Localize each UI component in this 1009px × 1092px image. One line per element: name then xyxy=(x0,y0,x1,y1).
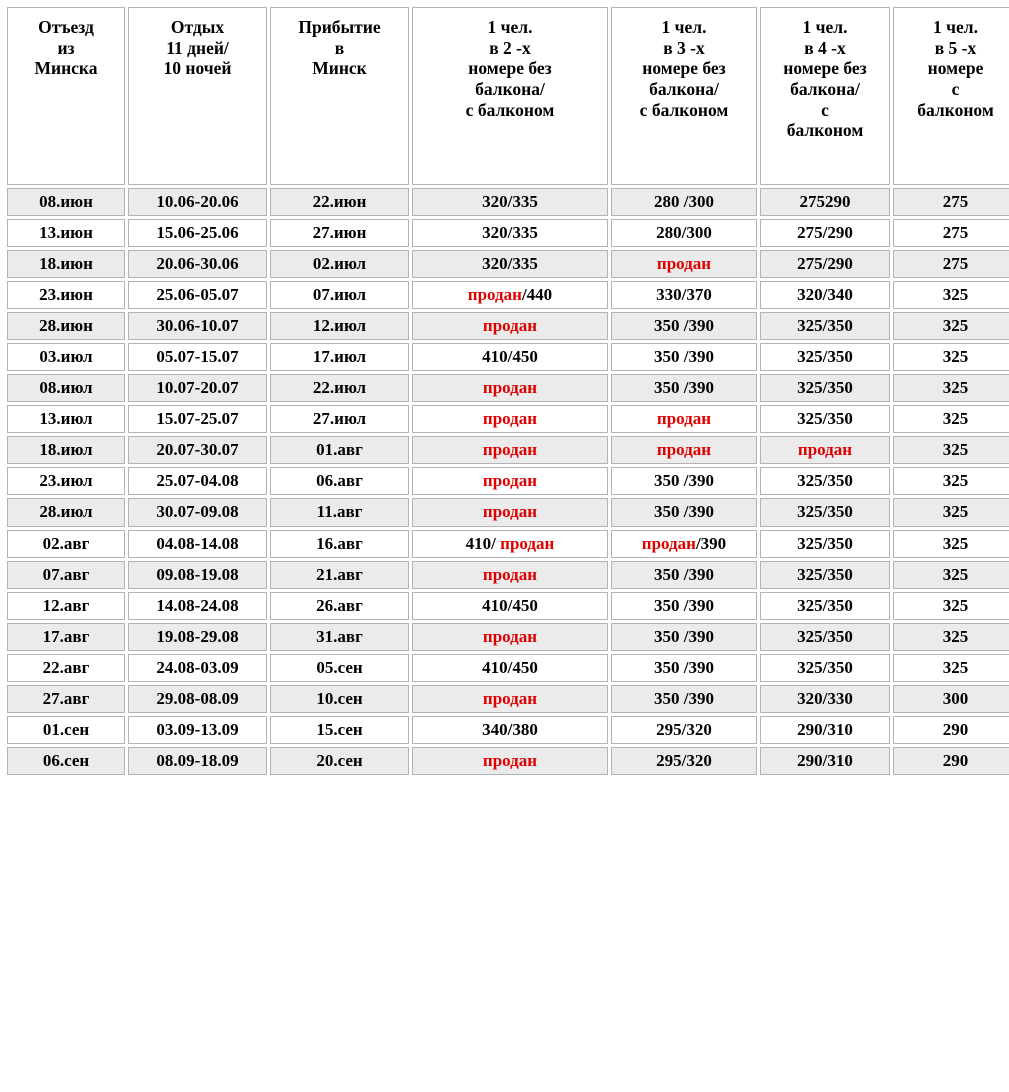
cell-triple-room: 350 /390 xyxy=(611,654,757,682)
cell-double-room: продан xyxy=(412,467,608,495)
cell-stay: 25.07-04.08 xyxy=(128,467,267,495)
cell-double-room: 320/335 xyxy=(412,219,608,247)
table-row xyxy=(7,654,1009,682)
cell-triple-room: 350 /390 xyxy=(611,312,757,340)
cell-quint-room: 290 xyxy=(893,716,1009,744)
cell-double-room: 320/335 xyxy=(412,250,608,278)
cell-triple-room: продан/390 xyxy=(611,530,757,558)
cell-quad-room: 325/350 xyxy=(760,312,890,340)
cell-quad-room: 275/290 xyxy=(760,219,890,247)
cell-quad-room: 325/350 xyxy=(760,374,890,402)
cell-quad-room: продан xyxy=(760,436,890,464)
table-row xyxy=(7,592,1009,620)
column-header-quint-room xyxy=(893,7,1009,185)
cell-stay: 15.07-25.07 xyxy=(128,405,267,433)
cell-departure: 23.июл xyxy=(7,467,125,495)
table-row xyxy=(7,498,1009,526)
cell-quad-room: 275/290 xyxy=(760,250,890,278)
cell-double-room: 410/450 xyxy=(412,654,608,682)
cell-departure: 17.авг xyxy=(7,623,125,651)
cell-departure: 02.авг xyxy=(7,530,125,558)
cell-departure: 28.июл xyxy=(7,498,125,526)
cell-triple-room: продан xyxy=(611,405,757,433)
cell-stay: 08.09-18.09 xyxy=(128,747,267,775)
cell-quint-room: 325 xyxy=(893,654,1009,682)
table-row xyxy=(7,219,1009,247)
cell-double-room: продан xyxy=(412,747,608,775)
cell-quint-room: 275 xyxy=(893,250,1009,278)
cell-departure: 08.июн xyxy=(7,188,125,216)
cell-stay: 19.08-29.08 xyxy=(128,623,267,651)
table-row xyxy=(7,436,1009,464)
cell-triple-room: 350 /390 xyxy=(611,343,757,371)
cell-quint-room: 290 xyxy=(893,747,1009,775)
sold-marker: продан xyxy=(467,285,522,305)
cell-stay: 30.07-09.08 xyxy=(128,498,267,526)
cell-arrival: 15.сен xyxy=(270,716,409,744)
table-row xyxy=(7,312,1009,340)
table-body xyxy=(7,188,1009,775)
cell-quint-room: 325 xyxy=(893,374,1009,402)
column-header-double-room xyxy=(412,7,608,185)
cell-arrival: 22.июл xyxy=(270,374,409,402)
cell-triple-room: 350 /390 xyxy=(611,592,757,620)
cell-quad-room: 325/350 xyxy=(760,343,890,371)
cell-quad-room: 290/310 xyxy=(760,747,890,775)
cell-quad-room: 325/350 xyxy=(760,405,890,433)
cell-double-room: продан xyxy=(412,312,608,340)
table-row xyxy=(7,685,1009,713)
cell-quad-room: 325/350 xyxy=(760,530,890,558)
cell-quint-room: 325 xyxy=(893,343,1009,371)
cell-triple-room: 330/370 xyxy=(611,281,757,309)
column-header-arrival xyxy=(270,7,409,185)
cell-double-room: продан xyxy=(412,374,608,402)
column-header-stay xyxy=(128,7,267,185)
cell-quint-room: 300 xyxy=(893,685,1009,713)
table-row xyxy=(7,405,1009,433)
cell-stay: 05.07-15.07 xyxy=(128,343,267,371)
cell-quint-room: 275 xyxy=(893,219,1009,247)
cell-double-room: продан xyxy=(412,685,608,713)
cell-stay: 24.08-03.09 xyxy=(128,654,267,682)
cell-departure: 18.июл xyxy=(7,436,125,464)
cell-arrival: 27.июл xyxy=(270,405,409,433)
cell-double-room: 410/450 xyxy=(412,592,608,620)
table-row xyxy=(7,561,1009,589)
cell-triple-room: 280 /300 xyxy=(611,188,757,216)
table-row xyxy=(7,716,1009,744)
table-row xyxy=(7,374,1009,402)
table-header-row xyxy=(7,7,1009,185)
column-header-triple-room xyxy=(611,7,757,185)
cell-quint-room: 325 xyxy=(893,561,1009,589)
cell-double-room: 340/380 xyxy=(412,716,608,744)
cell-arrival: 27.июн xyxy=(270,219,409,247)
table-row xyxy=(7,188,1009,216)
column-header-departure-label: Отъезд из Минска xyxy=(34,17,98,79)
cell-double-room: продан xyxy=(412,561,608,589)
cell-quad-room: 290/310 xyxy=(760,716,890,744)
cell-quad-room: 325/350 xyxy=(760,654,890,682)
cell-quint-room: 325 xyxy=(893,623,1009,651)
cell-quad-room: 320/340 xyxy=(760,281,890,309)
cell-quad-room: 325/350 xyxy=(760,623,890,651)
sold-marker: продан xyxy=(641,533,696,553)
cell-triple-room: 295/320 xyxy=(611,747,757,775)
cell-departure: 28.июн xyxy=(7,312,125,340)
tour-price-table xyxy=(4,4,1009,778)
table-row xyxy=(7,467,1009,495)
cell-double-room: 410/450 xyxy=(412,343,608,371)
cell-quad-room: 325/350 xyxy=(760,467,890,495)
cell-arrival: 06.авг xyxy=(270,467,409,495)
cell-arrival: 20.сен xyxy=(270,747,409,775)
cell-arrival: 12.июл xyxy=(270,312,409,340)
cell-quad-room: 325/350 xyxy=(760,498,890,526)
cell-arrival: 21.авг xyxy=(270,561,409,589)
cell-quint-room: 325 xyxy=(893,312,1009,340)
cell-departure: 13.июн xyxy=(7,219,125,247)
cell-double-room: продан xyxy=(412,436,608,464)
cell-stay: 29.08-08.09 xyxy=(128,685,267,713)
cell-arrival: 07.июл xyxy=(270,281,409,309)
cell-quint-room: 325 xyxy=(893,405,1009,433)
sold-marker: продан xyxy=(500,533,555,553)
cell-quint-room: 325 xyxy=(893,281,1009,309)
cell-arrival: 17.июл xyxy=(270,343,409,371)
column-header-arrival-label: Прибытие в Минск xyxy=(298,17,381,79)
cell-double-room: продан/440 xyxy=(412,281,608,309)
table-header xyxy=(7,7,1009,185)
cell-triple-room: 280/300 xyxy=(611,219,757,247)
cell-triple-room: 350 /390 xyxy=(611,561,757,589)
cell-quint-room: 275 xyxy=(893,188,1009,216)
cell-departure: 07.авг xyxy=(7,561,125,589)
cell-stay: 15.06-25.06 xyxy=(128,219,267,247)
cell-double-room: продан xyxy=(412,623,608,651)
cell-triple-room: 350 /390 xyxy=(611,498,757,526)
table-row xyxy=(7,250,1009,278)
cell-double-room: продан xyxy=(412,405,608,433)
cell-triple-room: 350 /390 xyxy=(611,685,757,713)
cell-stay: 10.07-20.07 xyxy=(128,374,267,402)
cell-stay: 30.06-10.07 xyxy=(128,312,267,340)
cell-stay: 25.06-05.07 xyxy=(128,281,267,309)
table-row xyxy=(7,343,1009,371)
cell-arrival: 26.авг xyxy=(270,592,409,620)
cell-stay: 20.06-30.06 xyxy=(128,250,267,278)
cell-triple-room: 350 /390 xyxy=(611,623,757,651)
cell-stay: 10.06-20.06 xyxy=(128,188,267,216)
cell-arrival: 31.авг xyxy=(270,623,409,651)
cell-arrival: 02.июл xyxy=(270,250,409,278)
cell-arrival: 11.авг xyxy=(270,498,409,526)
cell-departure: 18.июн xyxy=(7,250,125,278)
cell-departure: 27.авг xyxy=(7,685,125,713)
cell-quint-room: 325 xyxy=(893,436,1009,464)
table-row xyxy=(7,623,1009,651)
cell-stay: 04.08-14.08 xyxy=(128,530,267,558)
cell-stay: 09.08-19.08 xyxy=(128,561,267,589)
cell-quad-room: 320/330 xyxy=(760,685,890,713)
cell-quad-room: 325/350 xyxy=(760,592,890,620)
cell-double-room: 410/ продан xyxy=(412,530,608,558)
column-header-triple-room-label: 1 чел. в 3 -х номере без балкона/ с балконом xyxy=(639,17,729,120)
table-row xyxy=(7,530,1009,558)
cell-quint-room: 325 xyxy=(893,498,1009,526)
table-row xyxy=(7,747,1009,775)
cell-arrival: 10.сен xyxy=(270,685,409,713)
cell-arrival: 05.сен xyxy=(270,654,409,682)
cell-quint-room: 325 xyxy=(893,592,1009,620)
cell-quad-room: 275290 xyxy=(760,188,890,216)
cell-stay: 14.08-24.08 xyxy=(128,592,267,620)
cell-stay: 03.09-13.09 xyxy=(128,716,267,744)
column-header-quint-room-label: 1 чел. в 5 -х номере с балконом xyxy=(917,17,994,120)
cell-stay: 20.07-30.07 xyxy=(128,436,267,464)
cell-triple-room: продан xyxy=(611,436,757,464)
cell-departure: 12.авг xyxy=(7,592,125,620)
cell-arrival: 01.авг xyxy=(270,436,409,464)
cell-triple-room: продан xyxy=(611,250,757,278)
cell-quint-room: 325 xyxy=(893,530,1009,558)
table-row xyxy=(7,281,1009,309)
column-header-double-room-label: 1 чел. в 2 -х номере без балкона/ с балконом xyxy=(465,17,555,120)
cell-departure: 23.июн xyxy=(7,281,125,309)
cell-triple-room: 350 /390 xyxy=(611,374,757,402)
cell-quad-room: 325/350 xyxy=(760,561,890,589)
column-header-stay-label: Отдых 11 дней/ 10 ночей xyxy=(163,17,232,79)
column-header-quad-room xyxy=(760,7,890,185)
cell-departure: 08.июл xyxy=(7,374,125,402)
cell-triple-room: 350 /390 xyxy=(611,467,757,495)
cell-departure: 22.авг xyxy=(7,654,125,682)
cell-triple-room: 295/320 xyxy=(611,716,757,744)
cell-double-room: 320/335 xyxy=(412,188,608,216)
cell-departure: 13.июл xyxy=(7,405,125,433)
cell-arrival: 22.июн xyxy=(270,188,409,216)
cell-departure: 01.сен xyxy=(7,716,125,744)
cell-departure: 06.сен xyxy=(7,747,125,775)
cell-arrival: 16.авг xyxy=(270,530,409,558)
column-header-quad-room-label: 1 чел. в 4 -х номере без балкона/ с балконом xyxy=(783,17,867,141)
cell-quint-room: 325 xyxy=(893,467,1009,495)
cell-double-room: продан xyxy=(412,498,608,526)
cell-departure: 03.июл xyxy=(7,343,125,371)
column-header-departure xyxy=(7,7,125,185)
